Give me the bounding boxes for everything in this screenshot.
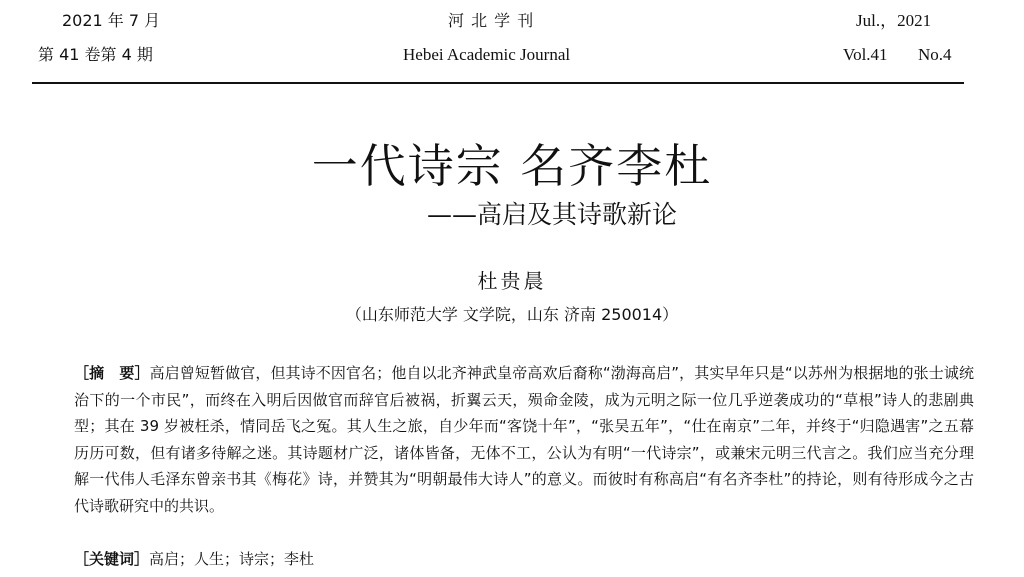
- volume-issue-cn: 第 41 卷第 4 期: [38, 45, 153, 64]
- abstract: [74, 360, 974, 519]
- journal-name-en: Hebei Academic Journal: [403, 45, 571, 64]
- abstract-text: 高启曾短暂做官，但其诗不因官名；他自以北齐神武皇帝高欢后裔称“渤海高启”，其实早年只是“以苏州为根据地的张士诚统治下的一个市民”，而终在入明后因做官而辞官后被祸，折翼云天，殒命金陵，成为元明之际一位几乎逆袭成功的“草根”诗人的悲剧典型；其在 39 岁被枉杀，情同岳飞之冤。其人生之旅，自少年而“客饶十年”，“张吴五年”，“仕在南京”二年，并终于“归隐遇害”之五幕历历可数，但有诸多待解之迷。其诗题材广泛，诸体皆备，无体不工，公认为有明“一代诗宗”，或兼宋元明三代言之。我们应当充分理解一代伟人毛泽东曾亲书其《梅花》诗，并赞其为“明朝最伟大诗人”的意义。而彼时有称高启“有名齐李杜”的持论，则有待形成今之古代诗歌研究中的共识。: [74, 364, 974, 515]
- keywords-text: 高启；人生；诗宗；李杜: [149, 550, 315, 568]
- volume-en: Vol.41: [843, 45, 888, 64]
- header-rule: [32, 82, 964, 84]
- keywords: [74, 546, 974, 572]
- author-affiliation: （山东师范大学 文学院，山东 济南 250014）: [345, 305, 679, 324]
- issue-date-cn: 2021 年 7 月: [62, 11, 161, 30]
- issue-number-en: No.4: [918, 45, 952, 64]
- article-subtitle: ——高启及其诗歌新论: [426, 200, 677, 229]
- abstract-label: ［摘 要］: [74, 364, 150, 382]
- author-name: 杜贵晨: [477, 269, 547, 293]
- article-title: 一代诗宗 名齐李杜: [311, 139, 713, 193]
- issue-date-en: Jul.，2021: [856, 11, 932, 30]
- journal-name-cn: 河 北 学 刊: [448, 11, 535, 30]
- keywords-label: ［关键词］: [74, 550, 150, 568]
